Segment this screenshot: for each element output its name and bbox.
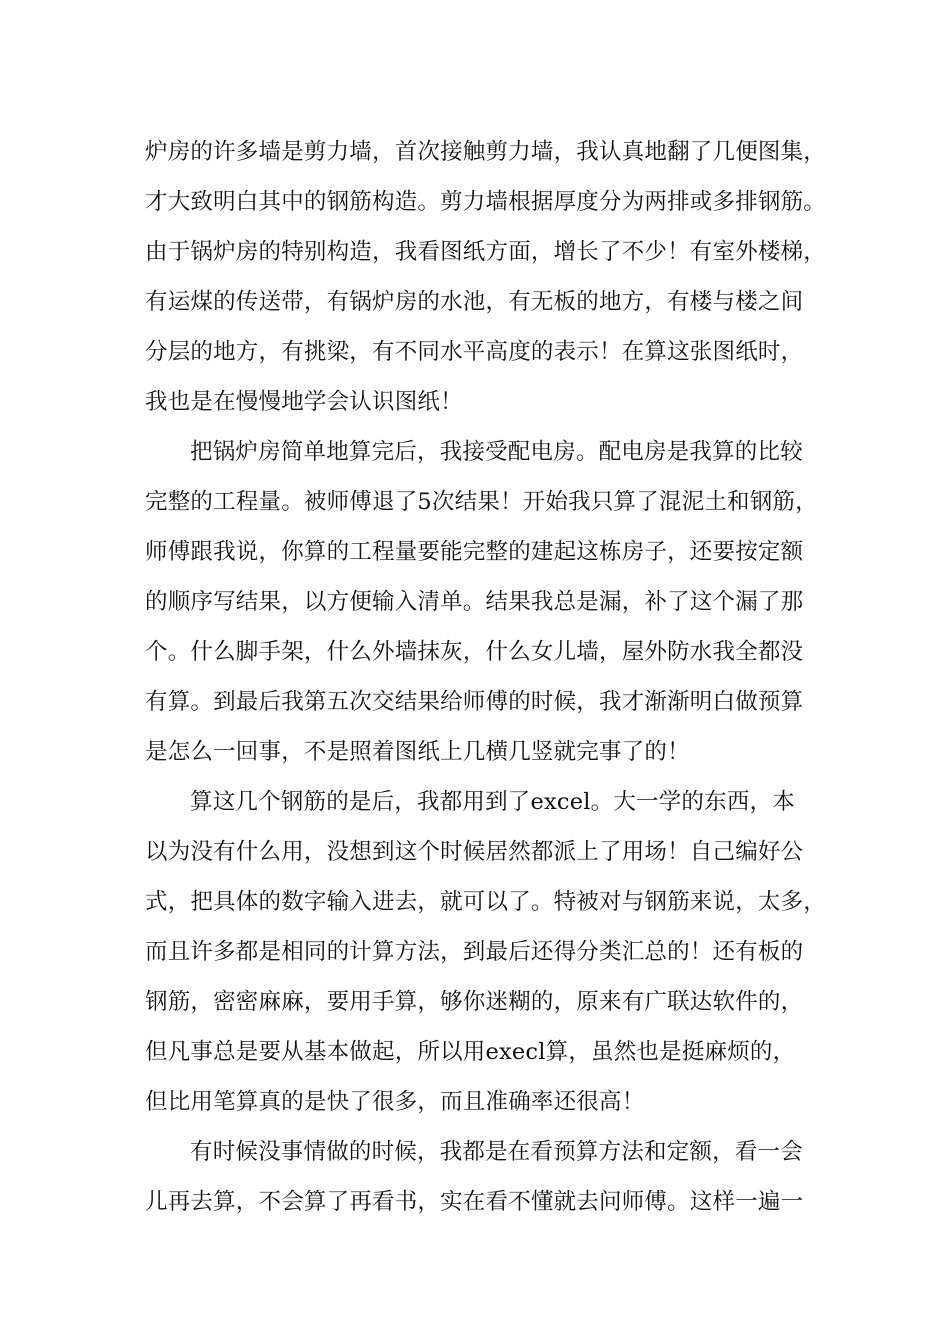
text-line: 把锅炉房简单地算完后，我接受配电房。配电房是我算的比较 <box>190 439 803 465</box>
text-line: 有运煤的传送带，有锅炉房的水池，有无板的地方，有楼与楼之间 <box>145 289 804 315</box>
text-line: 个。什么脚手架，什么外墙抹灰，什么女儿墙，屋外防水我全都没 <box>145 639 804 665</box>
text-line: 有时候没事情做的时候，我都是在看预算方法和定额，看一会 <box>190 1139 803 1165</box>
text-line: 完整的工程量。被师傅退了5次结果！开始我只算了混泥土和钢筋， <box>145 489 818 515</box>
paragraph-1 <box>145 127 835 427</box>
paragraph-4 <box>145 1127 835 1227</box>
text-line: 分层的地方，有挑梁，有不同水平高度的表示！在算这张图纸时， <box>145 339 804 365</box>
text-line: 炉房的许多墙是剪力墙，首次接触剪力墙，我认真地翻了几便图集， <box>145 139 827 165</box>
text-line: 我也是在慢慢地学会认识图纸！ <box>145 389 463 415</box>
text-line: 由于锅炉房的特别构造，我看图纸方面，增长了不少！有室外楼梯， <box>145 239 827 265</box>
text-line: 是怎么一回事，不是照着图纸上几横几竖就完事了的！ <box>145 739 690 765</box>
text-line: 式，把具体的数字输入进去，就可以了。特被对与钢筋来说，太多， <box>145 889 827 915</box>
text-line: 钢筋，密密麻麻，要用手算，够你迷糊的，原来有广联达软件的， <box>145 989 804 1015</box>
text-line: 但比用笔算真的是快了很多，而且准确率还很高！ <box>145 1089 645 1115</box>
text-line: 师傅跟我说，你算的工程量要能完整的建起这栋房子，还要按定额 <box>145 539 804 565</box>
text-line: 以为没有什么用，没想到这个时候居然都派上了用场！自己编好公 <box>145 839 804 865</box>
body-text <box>145 127 835 1227</box>
text-line: 的顺序写结果，以方便输入清单。结果我总是漏，补了这个漏了那 <box>145 589 804 615</box>
text-line: 而且许多都是相同的计算方法，到最后还得分类汇总的！还有板的 <box>145 939 804 965</box>
text-line: 有算。到最后我第五次交结果给师傅的时候，我才渐渐明白做预算 <box>145 689 804 715</box>
text-line: 但凡事总是要从基本做起，所以用execl算，虽然也是挺麻烦的， <box>145 1039 796 1065</box>
text-line: 才大致明白其中的钢筋构造。剪力墙根据厚度分为两排或多排钢筋。 <box>145 189 827 215</box>
text-line: 算这几个钢筋的是后，我都用到了excel。大一学的东西，本 <box>190 789 795 815</box>
paragraph-2 <box>145 427 835 777</box>
paragraph-3 <box>145 777 835 1127</box>
text-line: 儿再去算，不会算了再看书，实在看不懂就去问师傅。这样一遍一 <box>145 1189 804 1215</box>
